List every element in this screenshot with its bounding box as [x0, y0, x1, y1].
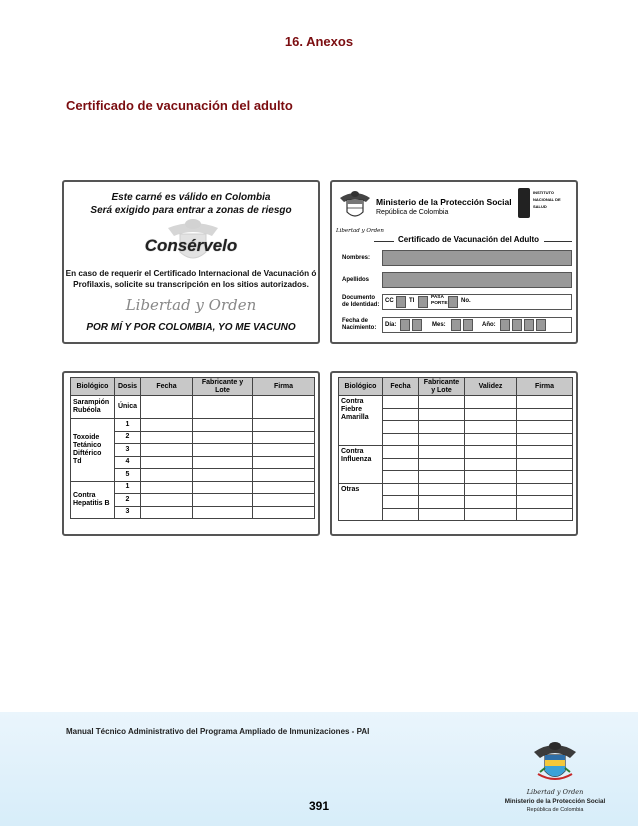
fecha-cell[interactable]	[141, 396, 193, 419]
validez-cell[interactable]	[465, 508, 517, 521]
lote-cell[interactable]	[193, 469, 253, 482]
dose-cell: 2	[115, 431, 141, 444]
fecha-cell[interactable]	[383, 433, 419, 446]
footer-logo-ministry: Ministerio de la Protección Social	[504, 798, 606, 805]
fecha-cell[interactable]	[383, 458, 419, 471]
validez-cell[interactable]	[465, 483, 517, 496]
name-line: Contra	[73, 491, 96, 499]
conservelo-title: Consérvelo	[144, 236, 238, 255]
footer-manual-title: Manual Técnico Administrativo del Programa Ampliado de Inmunizaciones - PAI	[66, 727, 370, 736]
fecha-cell[interactable]	[383, 483, 419, 496]
lote-cell[interactable]	[193, 396, 253, 419]
ins-line3: SALUD	[533, 204, 547, 209]
label-documento-1: Documento	[342, 295, 375, 301]
mes-box-2[interactable]	[463, 319, 473, 331]
fecha-cell[interactable]	[141, 419, 193, 432]
ins-line1: INSTITUTO	[533, 190, 555, 195]
dia-box-1[interactable]	[400, 319, 410, 331]
ano-box-3[interactable]	[524, 319, 534, 331]
mes-box-1[interactable]	[451, 319, 461, 331]
card-back-motto: Libertad y Orden	[336, 228, 384, 234]
nombres-field[interactable]	[382, 250, 572, 266]
label-apellidos: Apellidos	[342, 277, 370, 283]
header-firma: Firma	[253, 378, 315, 396]
group-name-otras	[339, 483, 383, 521]
card-front-line1: Este carné es válido en Colombia	[111, 192, 271, 203]
label-nombres: Nombres:	[342, 255, 371, 261]
ano-box-1[interactable]	[500, 319, 510, 331]
header-fecha: Fecha	[141, 378, 193, 396]
certificate-title: Certificado de Vacunación del Adulto	[398, 235, 540, 244]
label-mes: Mes:	[432, 322, 446, 328]
ins-logo-icon	[518, 188, 530, 218]
firma-cell[interactable]	[517, 396, 573, 409]
dose-cell: 1	[115, 419, 141, 432]
ministry-name: Ministerio de la Protección Social	[376, 197, 512, 207]
fecha-cell[interactable]	[383, 471, 419, 484]
fecha-cell[interactable]	[383, 408, 419, 421]
dose-cell: 1	[115, 481, 141, 494]
pasaporte-checkbox[interactable]	[448, 296, 458, 308]
fecha-cell[interactable]	[383, 396, 419, 409]
lote-cell[interactable]	[193, 481, 253, 494]
firma-cell[interactable]	[253, 481, 315, 494]
apellidos-field[interactable]	[382, 272, 572, 288]
ano-box-2[interactable]	[512, 319, 522, 331]
page-subtitle: Certificado de vacunación del adulto	[66, 98, 293, 113]
lote-cell[interactable]	[419, 496, 465, 509]
vaccination-table-right-grid	[338, 377, 573, 521]
lote-cell[interactable]	[193, 444, 253, 457]
label-ano: Año:	[482, 322, 496, 328]
lote-cell[interactable]	[419, 396, 465, 409]
dose-cell: 4	[115, 456, 141, 469]
label-fecha-1: Fecha de	[342, 318, 369, 324]
group-name-influenza	[339, 446, 383, 484]
lote-cell[interactable]	[193, 419, 253, 432]
header-validez: Validez	[465, 378, 517, 396]
name-line: Hepatitis B	[73, 499, 110, 507]
label-pasaporte-2: PORTE	[431, 301, 448, 306]
validez-cell[interactable]	[465, 396, 517, 409]
header-biologico: Biológico	[71, 378, 115, 396]
header-fabricante: Fabricante y Lote	[419, 378, 465, 396]
name-line: Influenza	[341, 456, 372, 463]
lote-cell[interactable]	[193, 506, 253, 519]
lote-cell[interactable]	[419, 446, 465, 459]
fecha-cell[interactable]	[141, 431, 193, 444]
fecha-cell[interactable]	[141, 506, 193, 519]
label-no: No.	[461, 298, 471, 304]
firma-cell[interactable]	[517, 433, 573, 446]
firma-cell[interactable]	[517, 421, 573, 434]
card-front-paragraph-line1: En caso de requerir el Certificado Internacional de Vacunación ó	[65, 269, 317, 278]
card-front	[62, 180, 320, 344]
name-line: Toxoide	[73, 433, 100, 441]
cc-checkbox[interactable]	[396, 296, 406, 308]
ti-checkbox[interactable]	[418, 296, 428, 308]
name-line: Rubéola	[73, 407, 101, 414]
group-name-sarampion	[71, 396, 115, 419]
lote-cell[interactable]	[193, 456, 253, 469]
firma-cell[interactable]	[517, 408, 573, 421]
firma-cell[interactable]	[517, 483, 573, 496]
label-cc: CC	[385, 298, 394, 304]
firma-cell[interactable]	[517, 496, 573, 509]
ins-line2: NACIONAL DE	[533, 197, 561, 202]
lote-cell[interactable]	[419, 471, 465, 484]
fecha-cell[interactable]	[383, 421, 419, 434]
label-ti: TI	[409, 298, 415, 304]
validez-cell[interactable]	[465, 408, 517, 421]
fecha-cell[interactable]	[383, 446, 419, 459]
lote-cell[interactable]	[419, 508, 465, 521]
firma-cell[interactable]	[253, 396, 315, 419]
dose-cell: Única	[115, 396, 141, 419]
dose-cell: 5	[115, 469, 141, 482]
footer-logo-motto: Libertad y Orden	[526, 788, 584, 796]
title-rule-left	[374, 241, 394, 242]
fecha-cell[interactable]	[141, 494, 193, 507]
validez-cell[interactable]	[465, 471, 517, 484]
dose-cell: 3	[115, 444, 141, 457]
page-number: 391	[308, 799, 330, 813]
label-fecha-2: Nacimiento:	[342, 325, 377, 331]
group-name-hepatitis	[71, 481, 115, 519]
fecha-cell[interactable]	[141, 444, 193, 457]
header-fabricante: Fabricante y Lote	[193, 378, 253, 396]
lote-cell[interactable]	[193, 494, 253, 507]
section-header: 16. Anexos	[284, 34, 354, 49]
lote-cell[interactable]	[419, 458, 465, 471]
lote-cell[interactable]	[419, 483, 465, 496]
dose-cell: 3	[115, 506, 141, 519]
ins-logo-text	[533, 189, 561, 210]
firma-cell[interactable]	[517, 508, 573, 521]
validez-cell[interactable]	[465, 446, 517, 459]
firma-cell[interactable]	[517, 446, 573, 459]
name-line: Tetánico	[73, 441, 102, 449]
lote-cell[interactable]	[419, 421, 465, 434]
card-front-line2: Será exigido para entrar a zonas de riesgo	[90, 205, 292, 216]
republic-name: República de Colombia	[376, 209, 449, 216]
firma-cell[interactable]	[253, 494, 315, 507]
firma-cell[interactable]	[253, 444, 315, 457]
dia-box-2[interactable]	[412, 319, 422, 331]
fecha-cell[interactable]	[383, 508, 419, 521]
firma-cell[interactable]	[253, 419, 315, 432]
name-line: Contra	[341, 398, 364, 405]
name-line: Otras	[341, 485, 360, 493]
vaccination-table-left-grid	[70, 377, 315, 519]
group-name-toxoide	[71, 419, 115, 482]
fecha-cell[interactable]	[383, 496, 419, 509]
vaccination-table-left	[62, 371, 320, 536]
card-front-motto: Libertad y Orden	[125, 296, 257, 314]
label-documento-2: de Identidad:	[342, 302, 380, 308]
name-line: Amarilla	[341, 414, 369, 421]
validez-cell[interactable]	[465, 421, 517, 434]
name-line: Diftérico	[73, 449, 102, 457]
lote-cell[interactable]	[193, 431, 253, 444]
fecha-cell[interactable]	[141, 469, 193, 482]
name-line: Contra	[341, 448, 364, 455]
validez-cell[interactable]	[465, 496, 517, 509]
card-front-slogan: POR MÍ Y POR COLOMBIA, YO ME VACUNO	[86, 322, 296, 333]
firma-cell[interactable]	[253, 469, 315, 482]
header-fecha: Fecha	[383, 378, 419, 396]
vaccination-table-right	[330, 371, 578, 536]
header-firma: Firma	[517, 378, 573, 396]
header-dosis: Dosis	[115, 378, 141, 396]
card-front-paragraph-line2: Profilaxis, solicite su transcripción en los sitios autorizados.	[73, 280, 309, 289]
validez-cell[interactable]	[465, 433, 517, 446]
firma-cell[interactable]	[253, 506, 315, 519]
name-line: Td	[73, 457, 82, 465]
coat-of-arms-icon	[338, 188, 372, 222]
header-biologico: Biológico	[339, 378, 383, 396]
footer-logo-republic: República de Colombia	[526, 807, 584, 813]
firma-cell[interactable]	[517, 471, 573, 484]
firma-cell[interactable]	[517, 458, 573, 471]
dose-cell: 2	[115, 494, 141, 507]
group-name-fiebre-amarilla	[339, 396, 383, 446]
fecha-cell[interactable]	[141, 456, 193, 469]
label-pasaporte-1: PASA	[431, 295, 444, 300]
card-back	[330, 180, 578, 344]
firma-cell[interactable]	[253, 431, 315, 444]
lote-cell[interactable]	[419, 433, 465, 446]
lote-cell[interactable]	[419, 408, 465, 421]
footer-coat-of-arms-icon	[532, 738, 578, 786]
ano-box-4[interactable]	[536, 319, 546, 331]
title-rule-right	[544, 241, 572, 242]
validez-cell[interactable]	[465, 458, 517, 471]
fecha-cell[interactable]	[141, 481, 193, 494]
label-dia: Día:	[385, 322, 397, 328]
name-line: Fiebre	[341, 406, 363, 413]
name-line: Sarampión	[73, 399, 110, 406]
firma-cell[interactable]	[253, 456, 315, 469]
